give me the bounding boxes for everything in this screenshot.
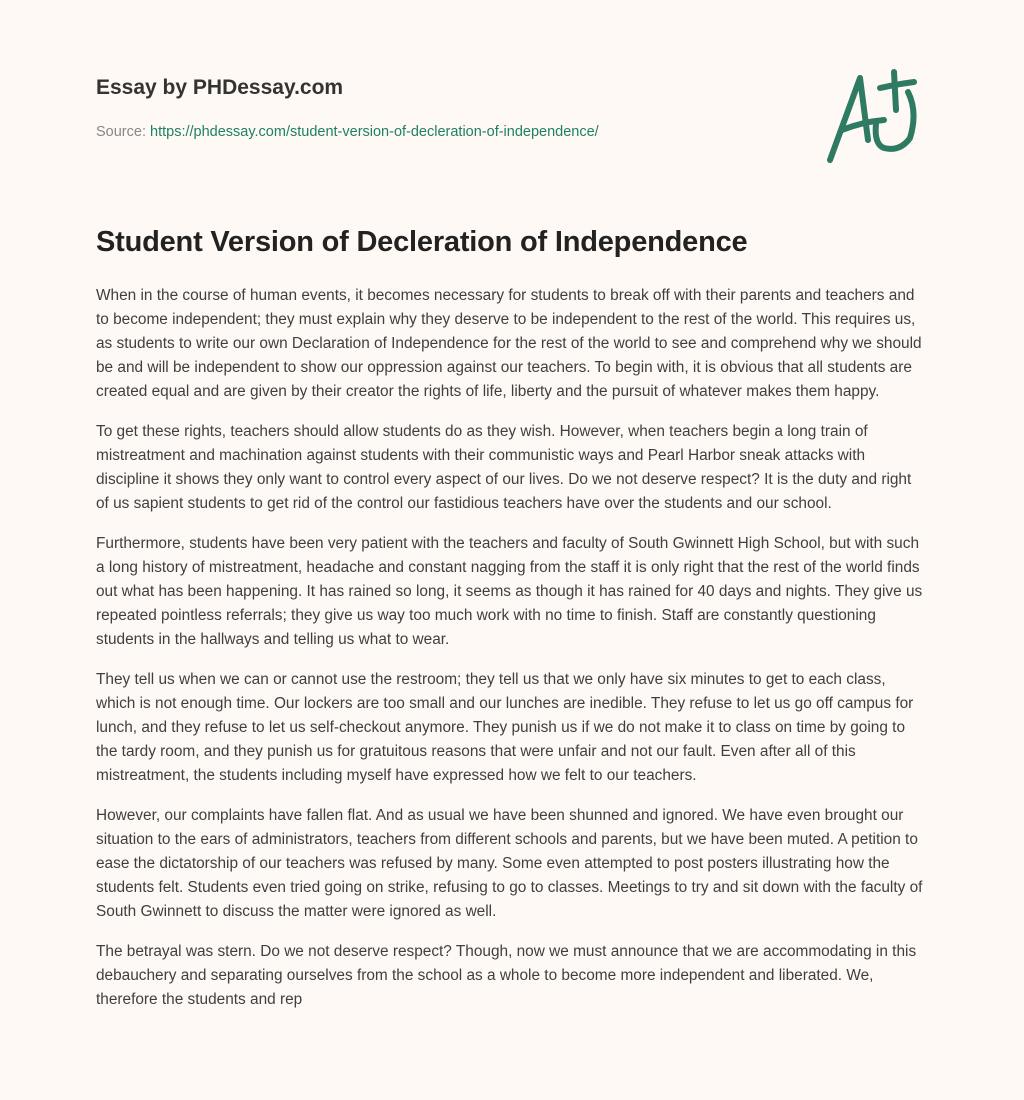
source-label: Source: — [96, 124, 146, 140]
essay-paragraph: When in the course of human events, it becomes necessary for students to break off with their parents and teachers and to become independent; they must explain why they deserve to be independent to the rest of the world. This requires us, as students to write our own Declaration of Independence for the rest of the world to see and comprehend why we should be and will be independent to show our oppression against our teachers. To begin with, it is obvious that all students are created equal and are given by their creator the rights of life, liberty and the pursuit of whatever makes them happy. — [96, 287, 922, 400]
essay-paragraph: The betrayal was stern. Do we not deserve respect? Though, now we must announce that we are accommodating in this debauchery and separating ourselves from the school as a whole to become more independent and liberated. We, therefore the students and rep — [96, 943, 917, 1008]
essay-paragraph: To get these rights, teachers should allow students do as they wish. However, when teachers begin a long train of mistreatment and machination against students with their communistic ways and Pearl Harbor sneak attacks with discipline it shows they only want to control every aspect of our lives. Do we not deserve respect? It is the duty and right of us sapient students to get rid of the control our fastidious teachers have over the students and our school. — [96, 423, 912, 512]
essay-title: Student Version of Decleration of Independence — [96, 226, 748, 258]
essay-paragraph: They tell us when we can or cannot use the restroom; they tell us that we only have six minutes to get to each class, which is not enough time. Our lockers are too small and our lunches are inedible. They refuse to let us go off campus for lunch, and they refuse to let us self-checkout anymore. They punish us if we do not make it to class on time by going to the tardy room, and they punish us for gratuitous reasons that were unfair and not our fault. Even after all of this mistreatment, the students including myself have expressed how we felt to our teachers. — [96, 671, 914, 784]
brand-title: Essay by PHDessay.com — [96, 76, 344, 99]
source-line — [96, 124, 599, 140]
essay-paragraph: However, our complaints have fallen flat. And as usual we have been shunned and ignored. We have even brought our situation to the ears of administrators, teachers from different schools and parents, but we have been muted. A petition to ease the dictatorship of our teachers was refused by many. Some even attempted to post posters illustrating how the students felt. Students even tried going on strike, refusing to go to classes. Meetings to try and sit down with the faculty of South Gwinnett to discuss the matter were ignored as well. — [96, 807, 923, 920]
source-link[interactable]: https://phdessay.com/student-version-of-decleration-of-independence/ — [150, 124, 599, 140]
a-plus-logo-icon — [822, 68, 932, 168]
essay-paragraph: Furthermore, students have been very patient with the teachers and faculty of South Gwinnett High School, but with such a long history of mistreatment, headache and constant nagging from the staff it is only right that the rest of the world finds out what has been happening. It has rained so long, it seems as though it has rained for 40 days and nights. They give us repeated pointless referrals; they give us way too much work with no time to finish. Staff are constantly questioning students in the hallways and telling us what to wear. — [96, 535, 923, 648]
essay-body — [96, 284, 928, 1028]
